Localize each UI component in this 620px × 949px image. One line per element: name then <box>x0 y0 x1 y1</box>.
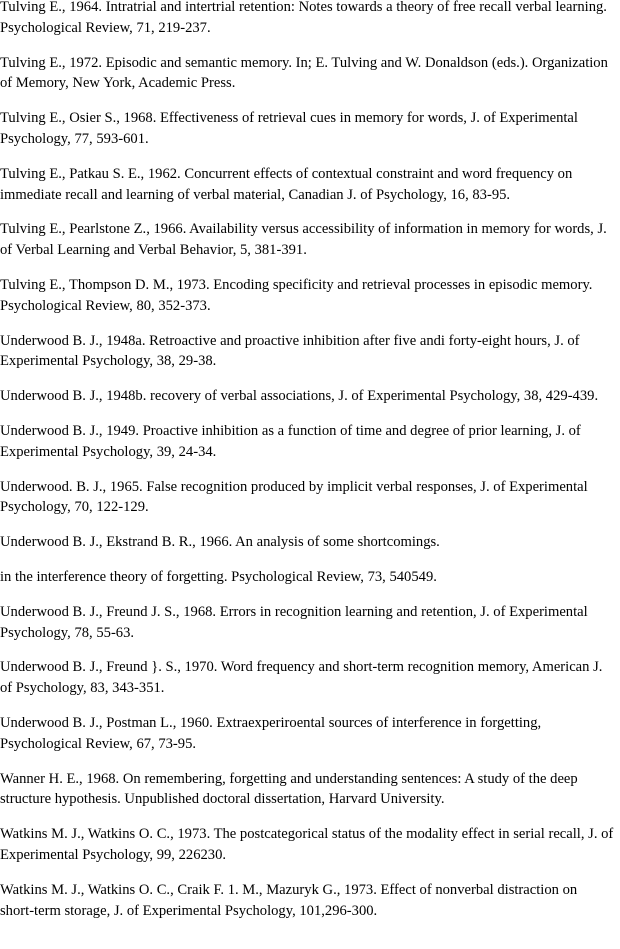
reference-entry: Tulving E., Pearlstone Z., 1966. Availability versus accessibility of information in memory for words, J. of Verbal Learning and Verbal Behavior, 5, 381-391. <box>0 221 607 259</box>
reference-entry: Tulving E., Patkau S. E., 1962. Concurrent effects of contextual constraint and word frequency on immediate recall and learning of verbal material, Canadian J. of Psychology, 16, 83-95. <box>0 165 573 203</box>
reference-entry: Underwood B. J., Ekstrand B. R., 1966. An analysis of some shortcomings. <box>0 534 440 551</box>
reference-entry: Tulving E., Osier S., 1968. Effectiveness of retrieval cues in memory for words, J. of Experimental Psychology, 77, 593-601. <box>0 110 578 147</box>
reference-entry: Underwood B. J., 1948b. recovery of verbal associations, J. of Experimental Psychology, 38, 429-439. <box>0 388 599 405</box>
reference-entry: Underwood B. J., Freund }. S., 1970. Word frequency and short-term recognition memory, American J. of Psychology, 83, 343-351. <box>0 659 603 697</box>
reference-entry: Underwood. B. J., 1965. False recognition produced by implicit verbal responses, J. of Experimental Psychology, 70, 122-129. <box>0 478 588 516</box>
reference-entry: Wanner H. E., 1968. On remembering, forgetting and understanding sentences: A study of the deep structure hypothesis. Unpublished doctoral dissertation, Harvard University. <box>0 770 578 808</box>
reference-entry: Underwood B. J., Freund J. S., 1968. Errors in recognition learning and retention, J. of Experimental Psychology, 78, 55-63. <box>0 603 588 641</box>
reference-entry: in the interference theory of forgetting. Psychological Review, 73, 540549. <box>0 568 437 585</box>
reference-entry: Tulving E., 1964. Intratrial and intertrial retention: Notes towards a theory of free recall verbal learning. Psychological Review, 71, 219-237. <box>0 0 607 36</box>
reference-entry: Underwood B. J., Postman L., 1960. Extraexperiroental sources of interference in forgetting, Psychological Review, 67, 73-95. <box>0 714 542 752</box>
reference-entry: Watkins M. J., Watkins O. C., 1973. The postcategorical status of the modality effect in serial recall, J. of Experimental Psychology, 99, 226230. <box>0 826 614 863</box>
reference-entry: Tulving E., 1972. Episodic and semantic memory. In; E. Tulving and W. Donaldson (eds.). Organization of Memory, New York, Academic Press. <box>0 54 608 92</box>
reference-entry: Underwood B. J., 1948a. Retroactive and proactive inhibition after five andi forty-eight hours, J. of Experimental Psychology, 38, 29-38. <box>0 332 580 370</box>
reference-entry: Underwood B. J., 1949. Proactive inhibition as a function of time and degree of prior learning, J. of Experimental Psychology, 39, 24-34. <box>0 422 581 460</box>
reference-entry: Tulving E., Thompson D. M., 1973. Encoding specificity and retrieval processes in episodic memory. Psychological Review, 80, 352-373. <box>0 276 593 314</box>
reference-entry: Watkins M. J., Watkins O. C., Craik F. 1. M., Mazuryk G., 1973. Effect of nonverbal distraction on short-term storage, J. of Experimental Psychology, 101,296-300. <box>0 881 578 919</box>
